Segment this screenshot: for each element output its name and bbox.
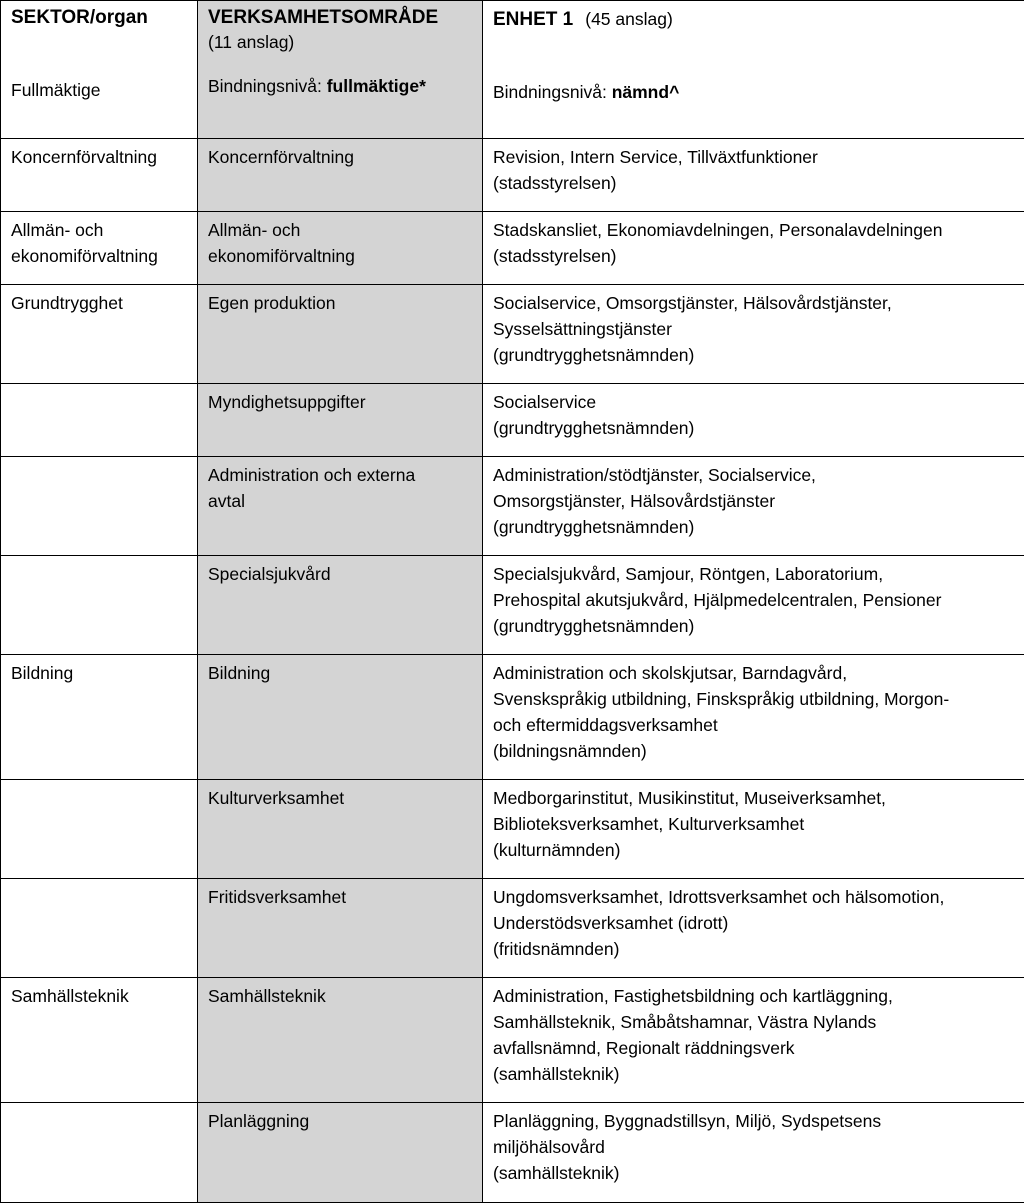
cell-text-line: (kulturnämnden) [493,840,621,860]
omrade-cell [198,212,483,285]
table-row [1,556,1024,655]
header-row [1,1,1024,139]
header-enhet-title-line [493,6,1014,32]
header-sektor-level: Fullmäktige [11,80,101,100]
sektor-cell [1,556,198,655]
cell-text-line: Samhällsteknik [208,986,326,1006]
omrade-cell [198,556,483,655]
omrade-cell [198,457,483,556]
cell-text-line: Planläggning [208,1111,310,1131]
cell-text-line: Allmän- och [11,220,104,240]
omrade-cell [198,285,483,384]
header-gap [493,32,1014,60]
cell-text-line: avtal [208,491,245,511]
omrade-cell [198,1103,483,1203]
cell-text-line: Revision, Intern Service, Tillväxtfunktioner [493,147,818,167]
table-row [1,285,1024,384]
cell-text-line: Understödsverksamhet (idrott) [493,913,729,933]
table-row [1,879,1024,978]
binding-level-value: fullmäktige* [326,76,426,96]
cell-text-line: Medborgarinstitut, Musikinstitut, Museiverksamhet, [493,788,886,808]
cell-text-line: Ungdomsverksamhet, Idrottsverksamhet och hälsomotion, [493,887,945,907]
cell-text-line: Bildning [208,663,271,683]
table-row [1,384,1024,457]
header-enhet-level [493,80,1014,104]
cell-text-line: Koncernförvaltning [11,147,157,167]
omrade-cell [198,384,483,457]
cell-text-line: Koncernförvaltning [208,147,354,167]
header-gap [11,30,187,58]
enhet-cell [483,879,1024,978]
sektor-cell [1,384,198,457]
cell-text-line: (stadsstyrelsen) [493,246,617,266]
cell-text-line: miljöhälsovård [493,1137,605,1157]
table-row [1,139,1024,212]
binding-level-label: Bindningsnivå: [493,82,612,102]
cell-text-line: Administration och externa [208,465,416,485]
sektor-cell [1,1103,198,1203]
cell-text-line: Administration/stödtjänster, Socialservice, [493,465,816,485]
cell-text-line: Allmän- och [208,220,301,240]
cell-text-line: (grundtrygghetsnämnden) [493,616,695,636]
cell-text-line: Administration, Fastighetsbildning och kartläggning, [493,986,893,1006]
cell-text-line: Sysselsättningstjänster [493,319,672,339]
omrade-cell [198,879,483,978]
sektor-cell [1,879,198,978]
enhet-cell [483,457,1024,556]
binding-level-value: nämnd^ [611,82,680,102]
header-enhet-note: (45 anslag) [585,9,673,29]
cell-text-line: (grundtrygghetsnämnden) [493,345,695,365]
cell-text-line: (grundtrygghetsnämnden) [493,517,695,537]
table-row [1,780,1024,879]
cell-text-line: Specialsjukvård [208,564,331,584]
omrade-cell [198,780,483,879]
table-row [1,212,1024,285]
omrade-cell [198,978,483,1103]
cell-text-line: och eftermiddagsverksamhet [493,715,718,735]
header-enhet-title: ENHET 1 [493,9,574,30]
enhet-cell [483,384,1024,457]
enhet-cell [483,212,1024,285]
enhet-cell [483,139,1024,212]
omrade-cell [198,655,483,780]
enhet-cell [483,978,1024,1103]
cell-text-line: ekonomiförvaltning [11,246,158,266]
cell-text-line: Samhällsteknik [11,986,129,1006]
header-enhet-cell [483,1,1024,139]
cell-text-line: Stadskansliet, Ekonomiavdelningen, Personalavdelningen [493,220,943,240]
enhet-cell [483,780,1024,879]
cell-text-line: Samhällsteknik, Småbåtshamnar, Västra Nylands [493,1012,877,1032]
header-omrade-note: (11 anslag) [208,32,295,52]
header-omrade-level [208,74,472,98]
sektor-cell [1,457,198,556]
table-row [1,655,1024,780]
cell-text-line: avfallsnämnd, Regionalt räddningsverk [493,1038,795,1058]
cell-text-line: (grundtrygghetsnämnden) [493,418,695,438]
header-omrade-cell [198,1,483,139]
cell-text-line: Omsorgstjänster, Hälsovårdstjänster [493,491,776,511]
table-row [1,457,1024,556]
sektor-cell [1,139,198,212]
cell-text-line: (stadsstyrelsen) [493,173,617,193]
table-row [1,1103,1024,1203]
binding-level-label: Bindningsnivå: [208,76,327,96]
enhet-cell [483,285,1024,384]
cell-text-line: Specialsjukvård, Samjour, Röntgen, Laboratorium, [493,564,884,584]
cell-text-line: Grundtrygghet [11,293,123,313]
cell-text-line: ekonomiförvaltning [208,246,355,266]
sektor-cell [1,780,198,879]
cell-text-line: Egen produktion [208,293,336,313]
omrade-cell [198,139,483,212]
enhet-cell [483,655,1024,780]
cell-text-line: Svenskspråkig utbildning, Finskspråkig utbildning, Morgon- [493,689,950,709]
header-sektor-cell [1,1,198,139]
sektor-cell [1,285,198,384]
header-sektor-title: SEKTOR/organ [11,7,148,28]
table-row [1,978,1024,1103]
cell-text-line: Socialservice, Omsorgstjänster, Hälsovårdstjänster, [493,293,892,313]
cell-text-line: Myndighetsuppgifter [208,392,366,412]
sektor-cell [1,978,198,1103]
enhet-cell [483,556,1024,655]
sektor-cell [1,212,198,285]
cell-text-line: (samhällsteknik) [493,1064,620,1084]
enhet-cell [483,1103,1024,1203]
header-omrade-title: VERKSAMHETSOMRÅDE [208,7,439,28]
cell-text-line: (fritidsnämnden) [493,939,620,959]
cell-text-line: Socialservice [493,392,597,412]
cell-text-line: (bildningsnämnden) [493,741,647,761]
cell-text-line: Bildning [11,663,74,683]
cell-text-line: Fritidsverksamhet [208,887,347,907]
sektor-cell [1,655,198,780]
cell-text-line: Prehospital akutsjukvård, Hjälpmedelcentralen, Pensioner [493,590,942,610]
cell-text-line: Kulturverksamhet [208,788,345,808]
cell-text-line: Planläggning, Byggnadstillsyn, Miljö, Sydspetsens [493,1111,882,1131]
cell-text-line: (samhällsteknik) [493,1163,620,1183]
cell-text-line: Biblioteksverksamhet, Kulturverksamhet [493,814,805,834]
cell-text-line: Administration och skolskjutsar, Barndagvård, [493,663,848,683]
